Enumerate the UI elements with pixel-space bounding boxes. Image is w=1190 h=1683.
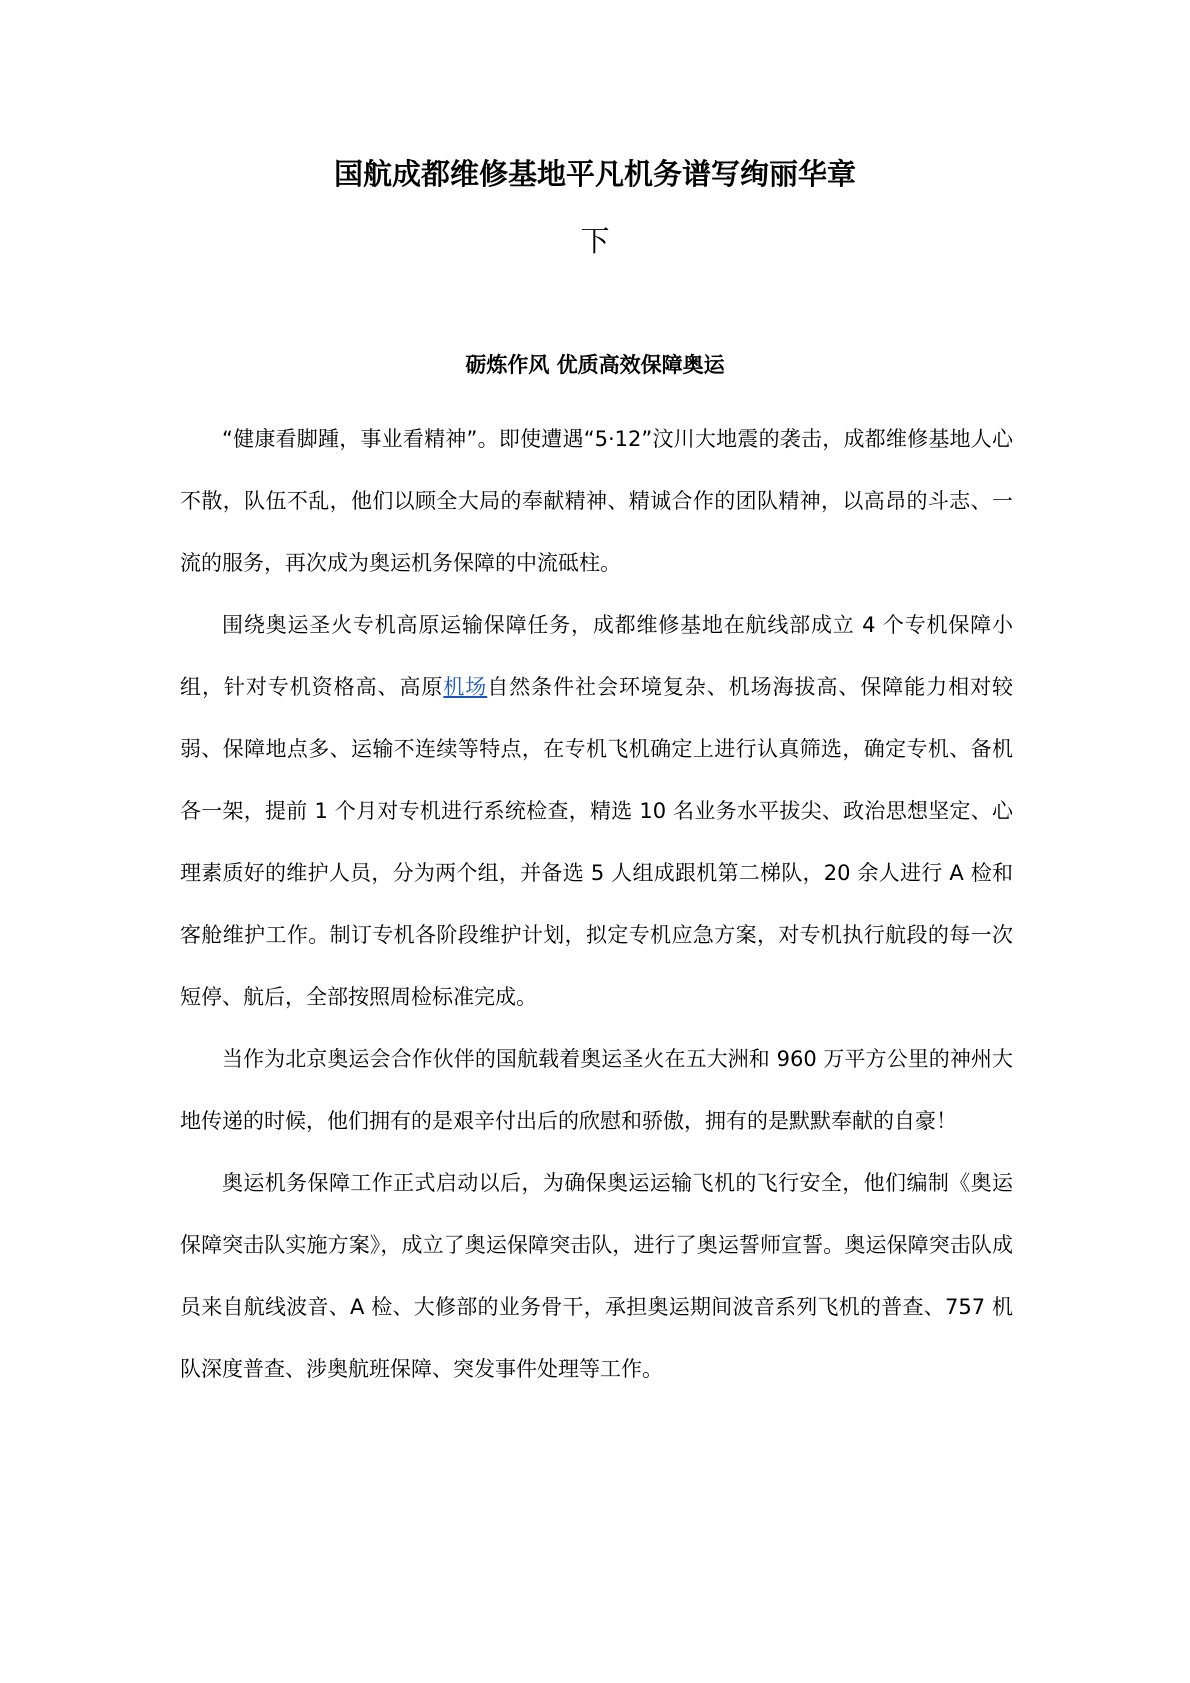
article-body: [180, 408, 1013, 1400]
paragraph-3: 当作为北京奥运会合作伙伴的国航载着奥运圣火在五大洲和 960 万平方公里的神州大地传递的时候，他们拥有的是艰辛付出后的欣慰和骄傲，拥有的是默默奉献的自豪！: [180, 1047, 1013, 1133]
paragraph-2-text-before-link: 围绕奥运圣火专机高原运输保障任务，成都维修基地在航线部成立 4 个专机保障小组，针对专机资格高、高原: [180, 613, 1013, 699]
paragraph-1: “健康看脚踵，事业看精神”。即使遭遇“5·12”汶川大地震的袭击，成都维修基地人心不散，队伍不乱，他们以顾全大局的奉献精神、精诚合作的团队精神，以高昂的斗志、一流的服务，再次成为奥运机务保障的中流砥柱。: [180, 427, 1013, 575]
page-title: 国航成都维修基地平凡机务谱写绚丽华章: [333, 157, 856, 191]
airport-link[interactable]: 机场: [443, 675, 488, 699]
paragraph-2-text-after-link: 自然条件社会环境复杂、机场海拔高、保障能力相对较弱、保障地点多、运输不连续等特点，在专机飞机确定上进行认真筛选，确定专机、备机各一架，提前 1 个月对专机进行系统检查，精选 10 名业务水平拔尖、政治思想坚定、心理素质好的维护人员，分为两个组，并备选 5 人组成跟机第二梯队，20 余人进行 A 检和客舱维护工作。制订专机各阶段维护计划，拟定专机应急方案，对专机执行航段的每一次短停、航后，全部按照周检标准完成。: [180, 675, 1014, 1009]
section-heading: 砺炼作风 优质高效保障奥运: [465, 353, 725, 377]
paragraph-4: 奥运机务保障工作正式启动以后，为确保奥运运输飞机的飞行安全，他们编制《奥运保障突击队实施方案》，成立了奥运保障突击队，进行了奥运誓师宣誓。奥运保障突击队成员来自航线波音、A 检、大修部的业务骨干，承担奥运期间波音系列飞机的普查、757 机队深度普查、涉奥航班保障、突发事件处理等工作。: [180, 1171, 1013, 1381]
page-subtitle: 下: [580, 224, 610, 258]
paragraph-2: [180, 594, 1013, 1028]
